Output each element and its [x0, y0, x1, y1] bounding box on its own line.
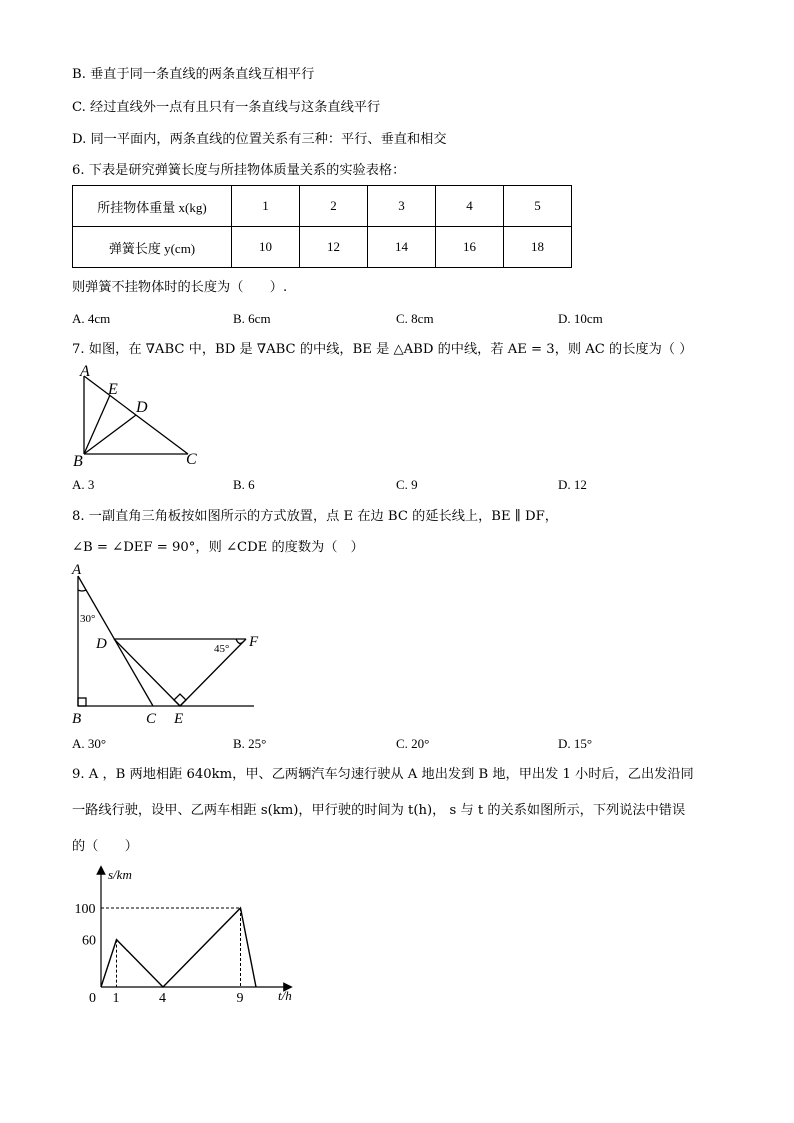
question-9-line-2: 一路线行驶，设甲、乙两车相距 s(km)，甲行驶的时间为 t(h)， s 与 t 的关系如图所示，下列说法中错误 [72, 803, 686, 818]
q6-option-a[interactable]: A. 4cm [72, 311, 111, 326]
table-row [73, 186, 572, 227]
point-label-c: C [186, 451, 197, 468]
angle-label-45: 45° [214, 643, 230, 655]
question-8-line-2: ∠B = ∠DEF = 90°，则 ∠CDE 的度数为（ ） [72, 540, 364, 555]
q7-option-b[interactable]: B. 6 [233, 477, 255, 492]
x-axis-label: t/h [278, 988, 292, 1003]
q7-option-a[interactable]: A. 3 [72, 477, 95, 492]
question-8-line-1: 8. 一副直角三角板按如图所示的方式放置，点 E 在边 BC 的延长线上，BE ∥ DF， [72, 509, 558, 524]
table-cell: 14 [368, 227, 436, 268]
q8-option-a[interactable]: A. 30° [72, 736, 107, 751]
q7-option-c[interactable]: C. 9 [396, 477, 418, 492]
point-label-c: C [146, 711, 157, 727]
y-tick-label: 60 [82, 933, 96, 949]
point-label-e: E [108, 381, 118, 398]
question-6-prompt: 则弹簧不挂物体时的长度为（ ）. [72, 280, 288, 295]
table-cell: 18 [504, 227, 572, 268]
y-tick-label: 100 [74, 902, 96, 917]
q6-option-b[interactable]: B. 6cm [233, 311, 271, 326]
spring-table [72, 185, 572, 268]
question-9-line-3: 的（ ） [72, 839, 138, 854]
x-tick-label: 1 [112, 991, 120, 1006]
point-label-e: E [174, 711, 184, 727]
triangle-abc-figure [70, 360, 210, 470]
angle-label-30: 30° [80, 613, 96, 625]
table-header-length: 弹簧长度 y(cm) [73, 227, 232, 268]
table-cell: 2 [300, 186, 368, 227]
table-cell: 10 [232, 227, 300, 268]
question-9-line-1: 9. A ，B 两地相距 640km，甲、乙两辆汽车匀速行驶从 A 地出发到 B 地，甲出发 1 小时后，乙出发沿同 [72, 767, 694, 782]
set-square-figure [68, 560, 268, 730]
q8-option-d[interactable]: D. 15° [558, 736, 593, 751]
table-cell: 12 [300, 227, 368, 268]
x-tick-label: 0 [89, 991, 96, 1006]
table-cell: 16 [436, 227, 504, 268]
point-label-a: A [72, 562, 82, 578]
table-row [73, 227, 572, 268]
table-cell: 1 [232, 186, 300, 227]
q8-option-b[interactable]: B. 25° [233, 736, 267, 751]
option-b-text: B. 垂直于同一条直线的两条直线互相平行 [72, 67, 315, 82]
q6-option-d[interactable]: D. 10cm [558, 311, 603, 326]
x-tick-label: 4 [159, 991, 166, 1006]
point-label-f: F [249, 634, 259, 650]
q7-option-d[interactable]: D. 12 [558, 477, 587, 492]
point-label-b: B [72, 711, 82, 727]
point-label-d: D [96, 636, 107, 652]
point-label-a: A [80, 363, 90, 380]
option-c-text: C. 经过直线外一点有且只有一条直线与这条直线平行 [72, 100, 381, 115]
point-label-d: D [136, 399, 148, 416]
question-7: 7. 如图，在 ∇ABC 中，BD 是 ∇ABC 的中线，BE 是 △ABD 的中线，若 AE = 3，则 AC 的长度为（ ） [72, 342, 693, 357]
table-cell: 4 [436, 186, 504, 227]
q8-option-c[interactable]: C. 20° [396, 736, 430, 751]
y-axis-label: s/km [108, 867, 132, 882]
table-header-mass: 所挂物体重量 x(kg) [73, 186, 232, 227]
distance-time-chart [70, 862, 310, 1012]
option-d-text: D. 同一平面内，两条直线的位置关系有三种：平行、垂直和相交 [72, 132, 447, 147]
x-tick-label: 9 [236, 991, 244, 1006]
table-cell: 3 [368, 186, 436, 227]
q6-option-c[interactable]: C. 8cm [396, 311, 434, 326]
question-6: 6. 下表是研究弹簧长度与所挂物体质量关系的实验表格： [72, 163, 406, 178]
point-label-b: B [73, 453, 83, 470]
series-line [101, 908, 256, 987]
table-cell: 5 [504, 186, 572, 227]
